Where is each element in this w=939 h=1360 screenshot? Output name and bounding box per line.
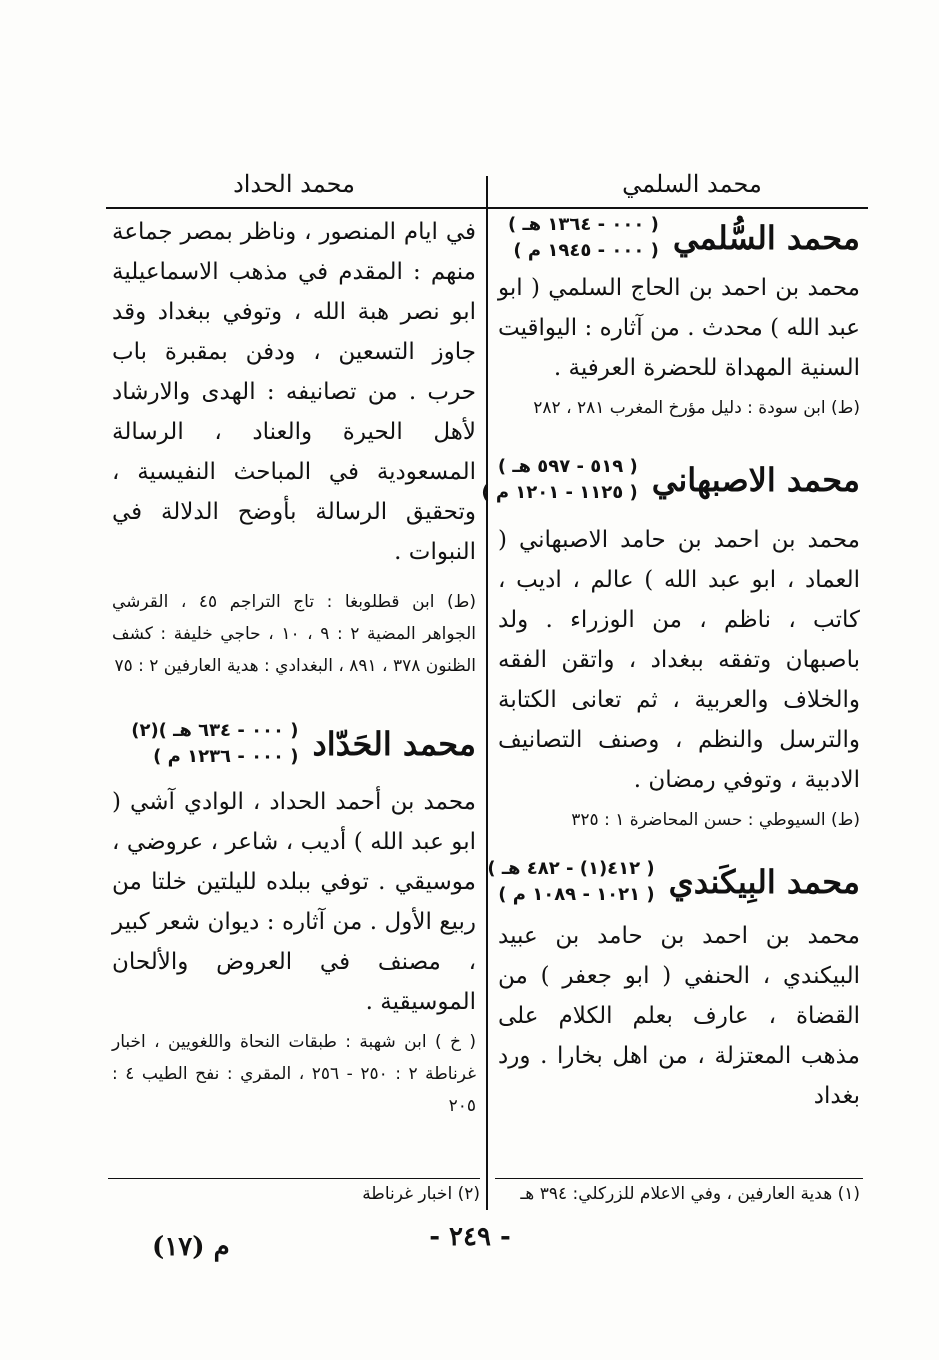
signature-mark: م (١٧) [152, 1232, 230, 1262]
entry-baykandi [487, 856, 860, 1116]
entry-dates [131, 718, 298, 770]
entry-name: محمد البِيكَندي [668, 863, 860, 901]
hijri-dates: ( ٠٠٠ - ٦٣٤ هـ )(٢) [131, 720, 299, 741]
entry-source: (ط) السيوطي : حسن المحاضرة ١ : ٣٢٥ [571, 810, 860, 830]
footnote-left: (٢) اخبار غرناطة [362, 1184, 480, 1204]
entry-text: محمد بن احمد بن حامد بن عبيد البيكندي ، الحنفي ( ابو جعفر ) من القضاة ، عارف بعلم الكلام على مذهب المعتزلة ، من اهل بخارا . ورد بغداد [498, 923, 860, 1109]
entry-name: محمد الاصبهاني [651, 461, 860, 499]
page-number: - ٢٤٩ - [429, 1222, 511, 1252]
running-header-left: محمد الحداد [233, 170, 355, 198]
hijri-dates: ( ٤١٢(١) - ٤٨٢ هـ ) [487, 858, 655, 879]
entry-heading [498, 212, 860, 264]
entry-salami [498, 212, 860, 424]
entry-source: (ط) ابن قطلوبغا : تاج التراجم ٤٥ ، القرشي الجواهر المضية ٢ : ٩ ، ١٠ ، حاجي خليفة : كشف الظنون ٣٧٨ ، ٨٩١ ، البغدادي : هدية العارفين ٢ : ٧٥ [112, 592, 477, 676]
entry-heading [481, 454, 860, 506]
hijri-dates: ( ٠٠٠ - ١٣٦٤ هـ ) [507, 214, 659, 235]
gregorian-dates: ( ٠٠٠ - ١٢٣٦ م ) [153, 746, 299, 767]
left-column [112, 212, 476, 1122]
gregorian-dates: ( ١١٢٥ - ١٢٠١ م ) [481, 482, 638, 503]
right-column [481, 212, 860, 1116]
footnote-right: (١) هدية العارفين ، وفي الاعلام للزركلي: ٣٩٤ هـ [520, 1184, 860, 1204]
entry-text: محمد بن احمد بن الحاج السلمي ( ابو عبد الله ) محدث . من آثاره : اليواقيت السنية المهداة للحضرة العرفية . [498, 275, 860, 381]
continuation-text: في ايام المنصور ، وناظر بمصر جماعة منهم : المقدم في مذهب الاسماعيلية ابو نصر هبة الله ، وتوفي ببغداد وقد جاوز التسعين ، ودفن بمقبرة باب حرب . من تصانيفه : الهدى والارشاد لأهل الحيرة والعناد ، الرسالة المسعودية في المباحث النفيسية ، وتحقيق الرسالة بأوضح الدلالة في النبوات . [112, 219, 476, 565]
column-divider [486, 176, 488, 1210]
entry-text: محمد بن أحمد الحداد ، الوادي آشي ( ابو عبد الله ) أديب ، شاعر ، عروضي ، موسيقي . توفي ببلده لليلتين خلتا من ربيع الأول . من آثاره : ديوان شعر كبير ، مصنف في العروض والألحان الموسيقية . [112, 789, 476, 1015]
entry-isbahani [481, 454, 860, 836]
entry-haddad [112, 718, 476, 1122]
entry-text: محمد بن احمد بن حامد الاصبهاني ( العماد ، ابو عبد الله ) عالم ، اديب ، كاتب ، ناظم ، من الوزراء . ولد باصبهان وتفقه ببغداد ، واتقن الفقه والخلاف والعربية ، ثم تعانى الكتابة والترسل والنظم ، وصنف التصانيف الادبية ، وتوفي رمضان . [498, 527, 860, 793]
entry-source: ( خ ) ابن شهبة : طبقات النحاة واللغويين ، اخبار غرناطة ٢ : ٢٥٠ - ٢٥٦ ، المقري : نفح الطيب ٤ : ٢٠٥ [112, 1032, 476, 1116]
entry-heading [112, 718, 476, 770]
entry-name: محمد الحَدّاد [312, 725, 476, 763]
gregorian-dates: ( ٠٠٠ - ١٩٤٥ م ) [513, 240, 659, 261]
entry-heading [487, 856, 860, 908]
gregorian-dates: ( ١٠٢١ - ١٠٨٩ م ) [498, 884, 655, 905]
entry-name: محمد السُّلمي [672, 219, 860, 257]
hijri-dates: ( ٥١٩ - ٥٩٧ هـ ) [497, 456, 638, 477]
footnote-rule-right [495, 1178, 863, 1179]
entry-source: (ط) ابن سودة : دليل مؤرخ المغرب ٢٨١ ، ٢٨٢ [533, 398, 860, 418]
entry-dates [481, 454, 637, 506]
running-header-right: محمد السلمي [622, 170, 762, 198]
entry-dates [487, 856, 654, 908]
entry-dates [508, 212, 659, 264]
footnote-rule-left [108, 1178, 480, 1179]
